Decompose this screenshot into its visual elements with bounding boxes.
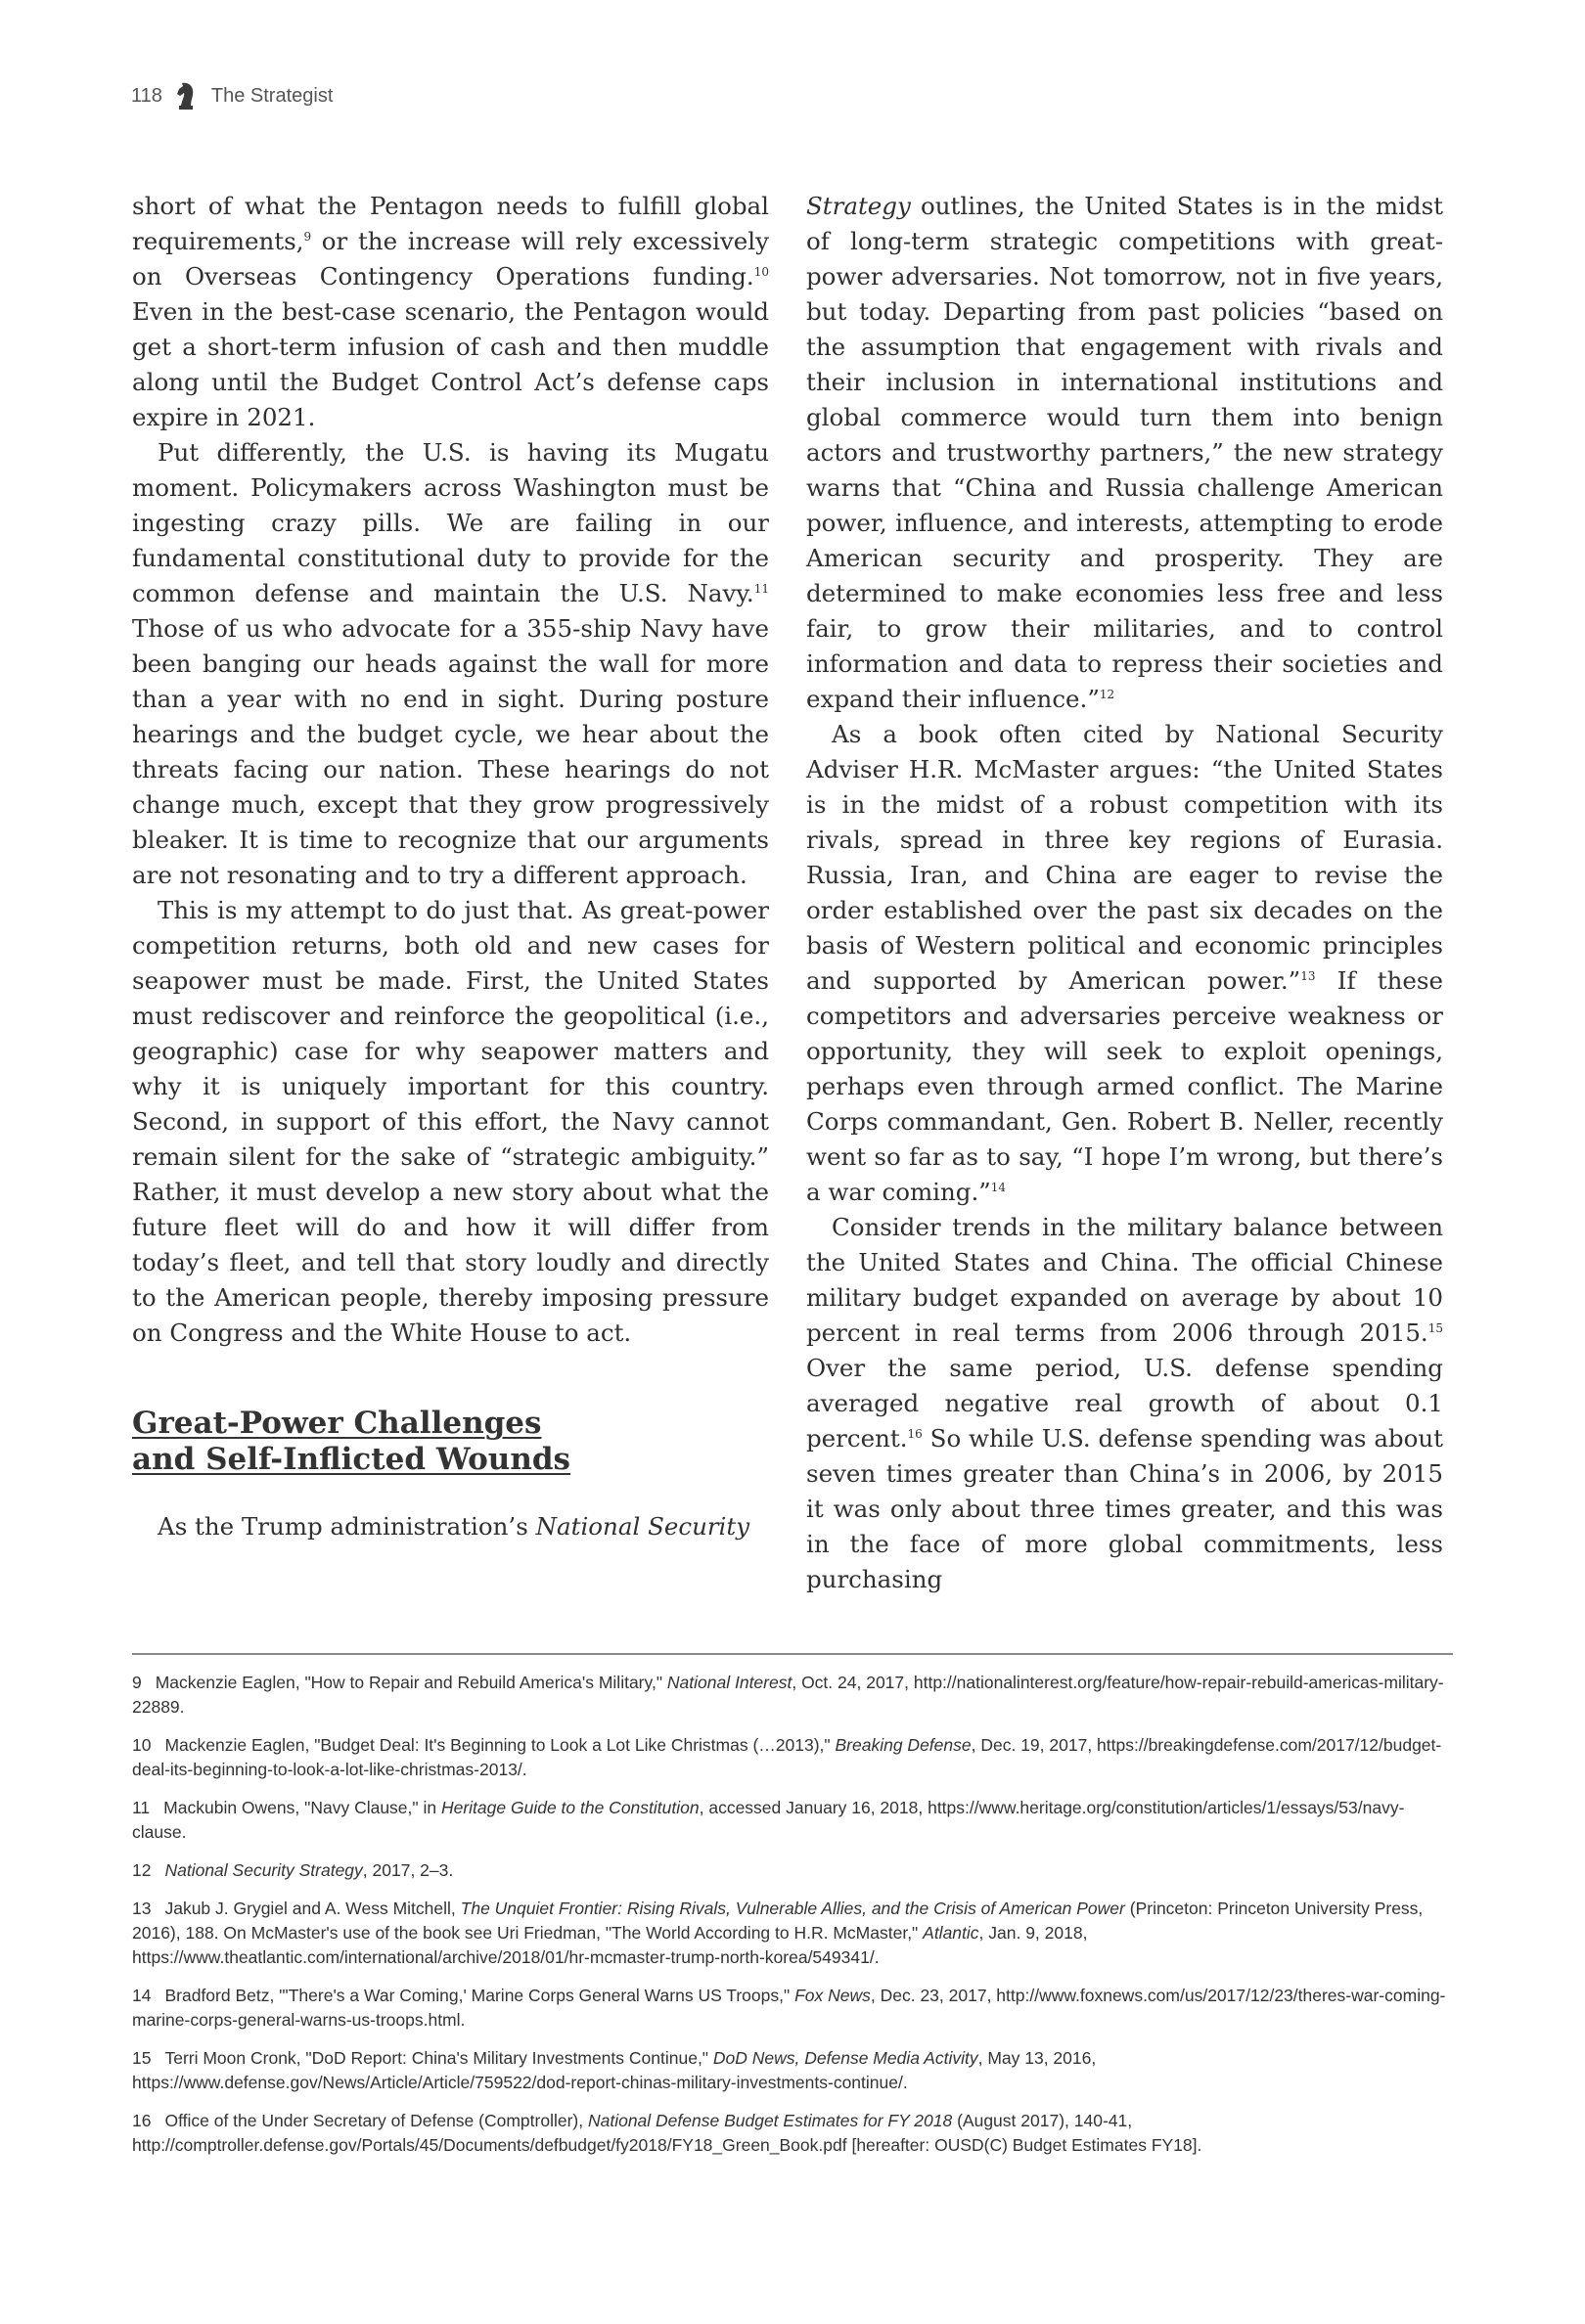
footnote <box>132 1796 1453 1845</box>
italic-text: National Defense Budget Estimates for FY 2018 <box>587 2111 953 2130</box>
italic-text: The Unquiet Frontier: Rising Rivals, Vulnerable Allies, and the Crisis of American Power <box>460 1899 1125 1918</box>
left-column <box>132 189 769 1544</box>
footnote <box>132 1897 1453 1970</box>
page-number: 118 <box>131 84 162 107</box>
text: Even in the best-case scenario, the Pentagon would get a short-term infusion of cash and then muddle along until the Budget Control Act’s defense caps expire in 2021. <box>132 297 769 431</box>
paragraph <box>132 435 769 893</box>
text: (August 2017), 140-41, http://comptroller.defense.gov/Portals/45/Documents/defbudget/fy2018/FY18_Green_Book.pdf [hereafter: OUSD(C) Budget Estimates FY18]. <box>132 2111 1202 2155</box>
footnote-number: 9 <box>132 1673 142 1692</box>
text: Jakub J. Grygiel and A. Wess Mitchell, <box>164 1899 461 1918</box>
italic-text: Breaking Defense <box>835 1735 972 1755</box>
italic-text: DoD News, Defense Media Activity <box>712 2048 978 2068</box>
footnote-ref: 13 <box>1300 968 1316 983</box>
text: Terri Moon Cronk, "DoD Report: China's Military Investments Continue," <box>164 2048 713 2068</box>
text: , May 13, 2016, https://www.defense.gov/News/Article/Article/759522/dod-report-chinas-military-investments-continue/. <box>132 2048 1097 2092</box>
footnote-number: 11 <box>132 1798 151 1817</box>
footnote-ref: 16 <box>907 1426 923 1441</box>
italic-text: National Security <box>535 1512 750 1541</box>
paragraph: This is my attempt to do just that. As great-power competition returns, both old and new cases for seapower must be made. First, the United States must rediscover and reinforce the geopolitical (i.e., geographic) case for why seapower matters and why it is uniquely important for this country. Second, in support of this effort, the Navy cannot remain silent for the sake of “strategic ambiguity.” Rather, it must develop a new story about what the future fleet will do and how it will differ from today’s fleet, and tell that story loudly and directly to the American people, thereby imposing pressure on Congress and the White House to act. <box>132 896 769 1347</box>
text: Mackubin Owens, "Navy Clause," in <box>163 1798 441 1817</box>
footnote-ref: 14 <box>990 1180 1007 1194</box>
text: or the increase will rely excessively on Overseas Contingency Operations funding. <box>132 227 769 290</box>
text: Over the same period, U.S. defense spending averaged negative real growth of about 0.1 percent. <box>806 1354 1443 1452</box>
footnote-number: 14 <box>132 1986 152 2005</box>
text: , Oct. 24, 2017, http://nationalinterest.org/feature/how-repair-rebuild-americas-military-22889. <box>132 1673 1444 1717</box>
heading-line: Great-Power Challenges <box>132 1406 542 1441</box>
text: Mackenzie Eaglen, "Budget Deal: It's Beginning to Look a Lot Like Christmas (…2013)," <box>164 1735 836 1755</box>
paragraph <box>806 717 1443 1210</box>
paragraph <box>132 189 769 435</box>
text: outlines, the United States is in the midst of long-term strategic competitions with great-power adversaries. Not tomorrow, not in five years, but today. Departing from past policies “based on the assumption that engagement with rivals and their inclusion in international institutions and global commerce would turn them into benign actors and trustworthy partners,” the new strategy warns that “China and Russia challenge American power, influence, and interests, attempting to erode American security and prosperity. They are determined to make economies less free and less fair, to grow their militaries, and to control information and data to repress their societies and expand their influence.” <box>806 192 1443 713</box>
footnote-divider <box>132 1653 1453 1655</box>
footnote-ref: 12 <box>1099 687 1115 701</box>
footnote-number: 12 <box>132 1860 152 1880</box>
text: As a book often cited by National Security Adviser H.R. McMaster argues: “the United States is in the midst of a robust competition with its rivals, spread in three key regions of Eurasia. Russia, Iran, and China are eager to revise the order established over the past six decades on the basis of Western political and economic principles and supported by American power.” <box>806 720 1443 995</box>
italic-text: Strategy <box>806 192 911 220</box>
footnote <box>132 1733 1453 1782</box>
text: , accessed January 16, 2018, https://www.heritage.org/constitution/articles/1/essays/53/navy-clause. <box>132 1798 1405 1842</box>
footnote-number: 16 <box>132 2111 152 2130</box>
footnote-number: 10 <box>132 1735 152 1755</box>
section-heading <box>132 1406 769 1478</box>
footnote <box>132 1671 1453 1720</box>
text: short of what the Pentagon needs to fulfill global requirements, <box>132 192 769 255</box>
footnote-number: 13 <box>132 1899 152 1918</box>
paragraph <box>806 1210 1443 1597</box>
footnote-ref: 9 <box>303 229 312 244</box>
publication-title: The Strategist <box>210 84 334 107</box>
text: , Jan. 9, 2018, https://www.theatlantic.com/international/archive/2018/01/hr-mcmaster-trump-north-korea/549341/. <box>132 1923 1088 1967</box>
text: Consider trends in the military balance between the United States and China. The official Chinese military budget expanded on average by about 10 percent in real terms from 2006 through 2015. <box>806 1213 1443 1347</box>
heading-line: and Self-Inflicted Wounds <box>132 1442 570 1477</box>
italic-text: National Interest <box>666 1673 792 1692</box>
italic-text: Heritage Guide to the Constitution <box>440 1798 700 1817</box>
footnote <box>132 1858 1453 1883</box>
text: Mackenzie Eaglen, "How to Repair and Rebuild America's Military," <box>155 1673 667 1692</box>
right-column <box>806 189 1443 1597</box>
footnote-number: 15 <box>132 2048 152 2068</box>
text: , Dec. 19, 2017, https://breakingdefense.com/2017/12/budget-deal-its-beginning-to-look-a-lot-like-christmas-2013/. <box>132 1735 1442 1779</box>
paragraph <box>132 1509 769 1544</box>
footnote-ref: 10 <box>753 264 769 279</box>
text: Office of the Under Secretary of Defense (Comptroller), <box>164 2111 588 2130</box>
text: , 2017, 2–3. <box>362 1860 454 1880</box>
footnote-ref: 11 <box>753 581 769 596</box>
knight-logo-icon <box>174 80 198 112</box>
text: Those of us who advocate for a 355-ship Navy have been banging our heads against the wall for more than a year with no end in sight. During posture hearings and the budget cycle, we hear about the threats facing our nation. These hearings do not change much, except that they grow progressively bleaker. It is time to recognize that our arguments are not resonating and to try a different approach. <box>132 614 769 889</box>
footnote <box>132 1984 1453 2033</box>
footnote <box>132 2109 1453 2158</box>
text: (Princeton: Princeton University Press, 2016), 188. On McMaster's use of the book see Uri Friedman, "The World According to H.R. McMaster," <box>132 1899 1424 1943</box>
italic-text: Atlantic <box>923 1923 979 1943</box>
text: Bradford Betz, "'There's a War Coming,' Marine Corps General Warns US Troops," <box>164 1986 795 2005</box>
footnote <box>132 2046 1453 2095</box>
text: , Dec. 23, 2017, http://www.foxnews.com/us/2017/12/23/theres-war-coming-marine-corps-general-warns-us-troops.html. <box>132 1986 1446 2030</box>
footnotes <box>132 1671 1453 2171</box>
page-header <box>131 78 333 113</box>
paragraph <box>806 189 1443 717</box>
text: As the Trump administration’s <box>158 1512 536 1541</box>
italic-text: Fox News <box>794 1986 871 2005</box>
italic-text: National Security Strategy <box>164 1860 363 1880</box>
text: So while U.S. defense spending was about seven times greater than China’s in 2006, by 2015 it was only about three times greater, and this was in the face of more global commitments, less purchasing <box>806 1424 1443 1593</box>
footnote-ref: 15 <box>1427 1320 1443 1335</box>
text: Put differently, the U.S. is having its Mugatu moment. Policymakers across Washington must be ingesting crazy pills. We are failing in our fundamental constitutional duty to provide for the common defense and maintain the U.S. Navy. <box>132 438 769 607</box>
text: If these competitors and adversaries perceive weakness or opportunity, they will seek to exploit openings, perhaps even through armed conflict. The Marine Corps commandant, Gen. Robert B. Neller, recently went so far as to say, “I hope I’m wrong, but there’s a war coming.” <box>806 966 1443 1206</box>
